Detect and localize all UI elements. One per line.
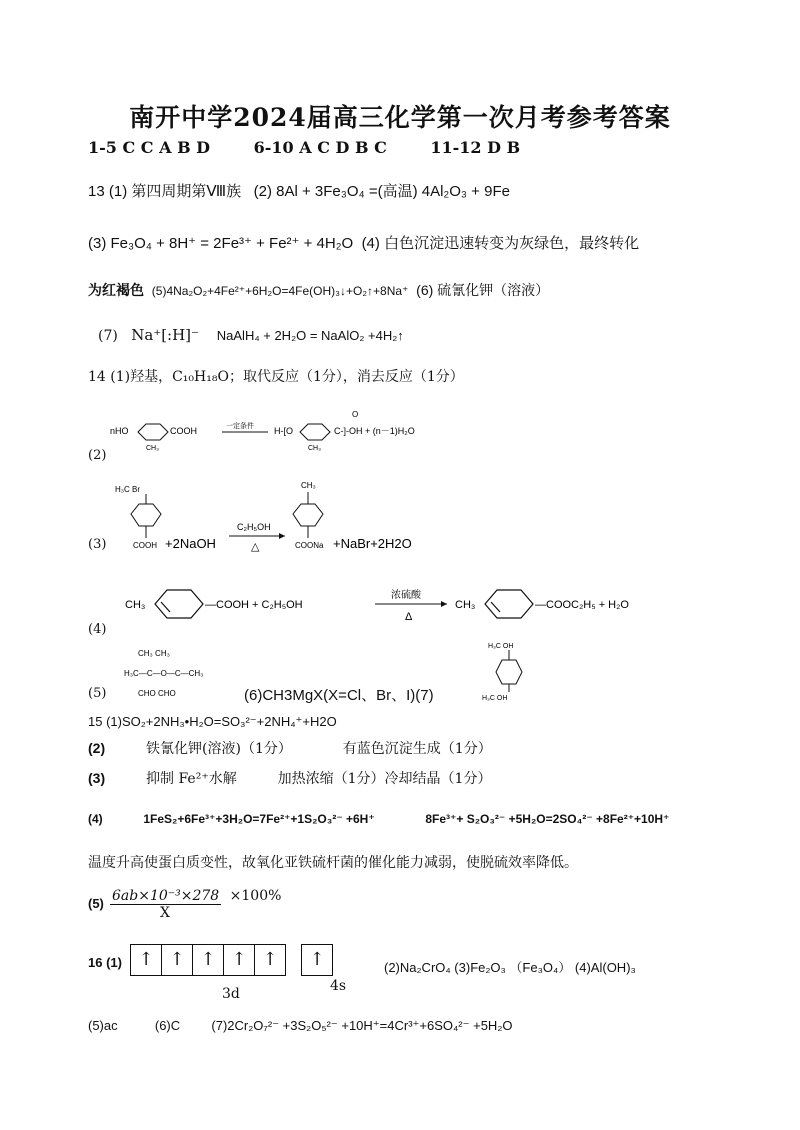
label-4s: 4s (330, 978, 347, 994)
orbital-diagram (130, 944, 333, 976)
fraction-numerator: 6ab×10⁻³×278 (112, 888, 220, 904)
r2-condition: 一定条件 (226, 423, 254, 430)
s5-mid: H₃C—C—O—C—CH₃ (124, 669, 204, 678)
r3-ring (131, 504, 161, 526)
r2-ch3-2: CH₃ (308, 445, 321, 452)
q14-line-1: 14 (1)羟基，C₁₀H₁₈O；取代反应（1分），消去反应（1分） (88, 369, 464, 385)
q13-line-2: (3) Fe₃O₄ + 8H⁺ = 2Fe³⁺ + Fe²⁺ + 4H₂O (4) 白色沉淀迅速转变为灰绿色，最终转化 (88, 235, 640, 252)
answers-1-5: 1-5 C C A B D (88, 138, 211, 157)
orbital-3d-box-3: ↑ (193, 944, 224, 976)
q14-5-structure (120, 646, 230, 702)
r4-reagents: —COOH + C₂H₅OH (205, 599, 303, 611)
s7-top: H₃C OH (488, 643, 514, 650)
answers-11-12: 11-12 D B (430, 138, 521, 157)
r3-cooh: COOH (133, 541, 157, 550)
r2-ring-1 (138, 424, 168, 440)
r3-tail: +NaBr+2H2O (333, 536, 412, 551)
r4-cond-bot: Δ (405, 611, 413, 623)
sodium-hydride-formula: Na⁺[:H]⁻ (131, 326, 199, 344)
r2-reactant-label: nHO (110, 426, 129, 436)
orbital-4s (301, 944, 333, 976)
s7-bot: H₃C OH (482, 695, 508, 702)
q13-line-4: (7) Na⁺[:H]⁻ NaAlH₄ + 2H₂O = NaAlO₂ +4H₂↑ (98, 326, 404, 344)
r3-prod-ch3: CH₃ (301, 481, 316, 490)
q16-line-1: (2)Na₂CrO₄ (3)Fe₂O₃ （Fe₃O₄） (4)Al(OH)₃ (384, 960, 636, 975)
q15-line-2: (2) 铁氰化钾(溶液)（1分） 有蓝色沉淀生成（1分） (88, 740, 492, 757)
q14-2-reaction (110, 408, 470, 452)
r3-prod-coona: COONa (295, 541, 324, 550)
q14-3-num: (3) (88, 537, 107, 552)
orbital-3d-box-5: ↑ (255, 944, 286, 976)
r4-cond-top: 浓硫酸 (391, 590, 421, 601)
fraction-tail: ×100% (229, 888, 282, 904)
q14-5-num: (5) (88, 686, 107, 701)
r2-product-label: H-[O (274, 426, 293, 436)
fraction-denominator: X (160, 905, 170, 921)
r2-product-tail: C-]-OH + (n－1)H₂O (334, 426, 415, 436)
q15-line-3: (3) 抑制 Fe²⁺水解 加热浓缩（1分）冷却结晶（1分） (88, 770, 492, 787)
r3-prod-ring (293, 504, 323, 526)
orbital-4s-box: ↑ (301, 944, 333, 976)
orbital-3d-box-4: ↑ (224, 944, 255, 976)
q14-6-answer: (6)CH3MgX(X=Cl、Br、I)(7) (244, 687, 434, 704)
r4-prod-ch3: CH₃ (455, 599, 476, 611)
r3-naoh: +2NaOH (165, 536, 216, 551)
s5-bot: CHO CHO (138, 689, 176, 698)
q14-7-structure (478, 640, 538, 706)
q16-line-2: (5)ac (6)C (7)2Cr₂O₇²⁻ +3S₂O₅²⁻ +10H⁺=4Cr³⁺+6SO₄²⁻ +5H₂O (88, 1018, 513, 1033)
q15-line-5: 温度升高使蛋白质变性，故氧化亚铁硫杆菌的催化能力减弱，使脱硫效率降低。 (88, 855, 578, 871)
page-title: 南开中学2024届高三化学第一次月考参考答案 (129, 103, 671, 132)
q14-3-reaction (115, 480, 445, 558)
q16-num: 16 (1) (88, 955, 122, 970)
s5-top: CH₃ CH₃ (138, 649, 170, 658)
r3-cond-bot: △ (251, 541, 260, 553)
q13-line-1: 13 (1) 第四周期第Ⅷ族 (2) 8Al + 3Fe₃O₄ =(高温) 4Al₂O₃ + 9Fe (88, 183, 510, 200)
r3-cond-top: C₂H₅OH (237, 522, 271, 532)
r3-substituents: H₃C Br (115, 485, 141, 494)
q13-line-3: 为红褐色 (5)4Na₂O₂+4Fe²⁺+6H₂O=4Fe(OH)₃↓+O₂↑+8Na⁺ (6) 硫氰化钾（溶液） (88, 282, 550, 298)
choice-answers (88, 138, 558, 157)
s7-ring (496, 660, 522, 684)
answers-6-10: 6-10 A C D B C (253, 138, 387, 157)
orbital-3d-box-2: ↑ (162, 944, 193, 976)
r2-cooh: COOH (170, 426, 197, 436)
orbital-3d (130, 944, 286, 976)
r2-carbonyl-o: O (352, 410, 359, 419)
q15-5-num: (5) (88, 896, 104, 911)
q15-line-1: 15 (1)SO₂+2NH₃•H₂O=SO₃²⁻+2NH₄⁺+H2O (88, 714, 337, 729)
orbital-3d-box-1: ↑ (130, 944, 162, 976)
q15-line-4: (4) 1FeS₂+6Fe³⁺+3H₂O=7Fe²⁺+1S₂O₃²⁻ +6H⁺ 8Fe³⁺+ S₂O₃²⁻ +5H₂O=2SO₄²⁻ +8Fe²⁺+10H⁺ (88, 812, 670, 826)
r2-ring-2 (300, 424, 330, 440)
r2-ch3-1: CH₃ (146, 445, 159, 452)
label-3d: 3d (222, 986, 240, 1002)
q14-2-num: (2) (88, 448, 107, 463)
q15-5-fraction (110, 888, 281, 921)
q14-4-reaction (125, 580, 665, 624)
q14-4-num: (4) (88, 622, 107, 637)
r4-ch3: CH₃ (125, 599, 146, 611)
r4-prod-tail: —COOC₂H₅ + H₂O (535, 599, 629, 611)
